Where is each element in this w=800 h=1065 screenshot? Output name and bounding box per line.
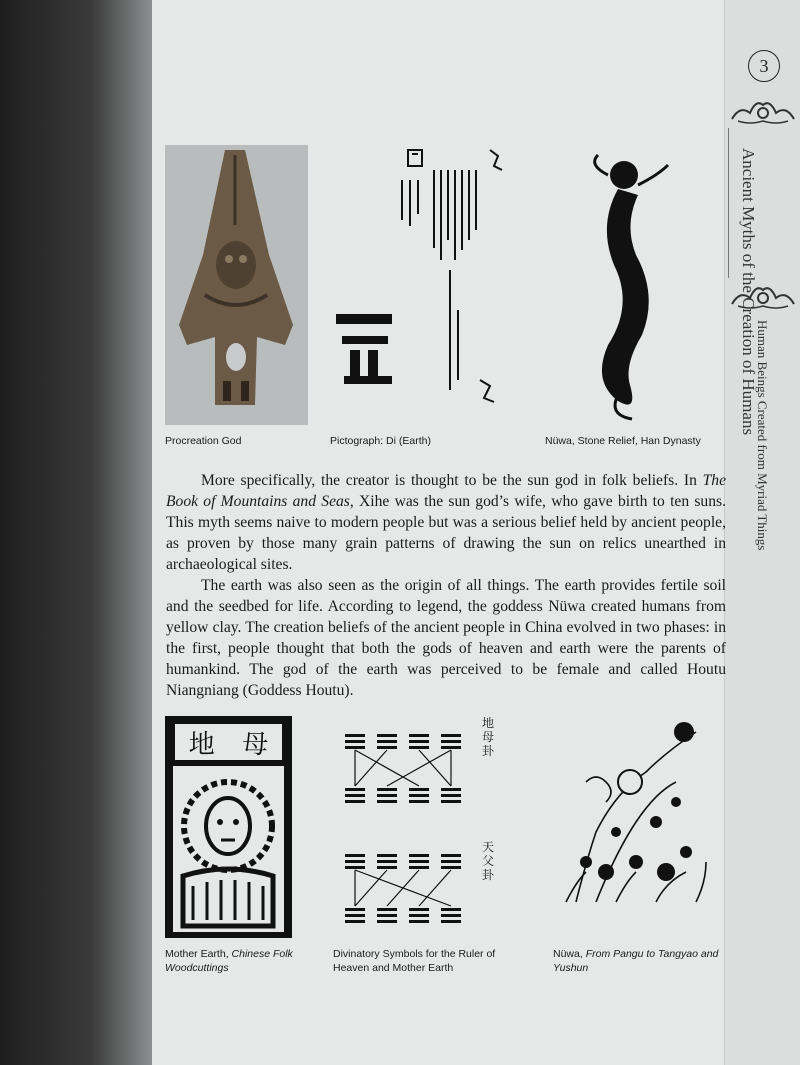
procreation-god-photo xyxy=(165,145,308,425)
book-gutter xyxy=(0,0,152,1065)
caption-nuwa-pangu xyxy=(553,947,733,975)
divinatory-symbols-diagram xyxy=(335,712,505,942)
woodcut-title-band xyxy=(175,724,282,760)
paragraph-1 xyxy=(166,470,726,575)
label-earth-mother-trigram: 地母卦 xyxy=(482,716,495,758)
label-heaven-father-trigram: 天父卦 xyxy=(482,840,495,882)
caption-mother-earth-italic: Chinese Folk Woodcuttings xyxy=(165,948,293,974)
sidebar-title: Ancient Myths of the Creation of Humans xyxy=(739,148,758,436)
woodcut-char-di: 地 xyxy=(188,729,215,760)
caption-pictograph-di: Pictograph: Di (Earth) xyxy=(330,435,431,447)
body-text xyxy=(166,470,726,701)
caption-nuwa-pangu-plain: Nüwa, xyxy=(553,948,586,960)
paragraph-2: The earth was also seen as the origin of all things. The earth provides fertile soil and the seedbed for life. According to legend, the goddess Nüwa created humans from yellow clay. The creation beliefs of the ancient people in China evolved in two phases: in the first, people thought that both the gods of heaven and earth were the parents of humankind. The god of the earth was perceived to be female and called Houtu Niangniang (Goddess Houtu). xyxy=(166,577,726,699)
caption-divinatory-symbols: Divinatory Symbols for the Ruler of Heaven and Mother Earth xyxy=(333,948,496,974)
sidebar-divider xyxy=(728,128,729,278)
woodcut-figure xyxy=(173,766,284,932)
page-number: 3 xyxy=(748,50,780,82)
nuwa-pangu-illustration xyxy=(556,712,716,912)
caption-mother-earth xyxy=(165,947,305,975)
book-title: The Book of Mountains and Seas xyxy=(166,472,726,510)
woodcut-char-mu: 母 xyxy=(242,729,269,760)
mother-earth-woodcut xyxy=(165,716,292,938)
caption-nuwa-pangu-italic: From Pangu to Tangyao and Yushun xyxy=(553,948,719,974)
caption-mother-earth-plain: Mother Earth, xyxy=(165,948,232,960)
pictograph-di-image xyxy=(330,140,530,430)
cloud-ornament-icon xyxy=(730,280,796,314)
paragraph-1-end: , Xihe was the sun god’s wife, who gave birth to ten suns. This myth seems naive to modern people but was a serious belief held by ancient people, as proven by those many grain patterns of drawing the sun on relics unearthed in archaeological sites. xyxy=(166,493,726,573)
caption-procreation-god: Procreation God xyxy=(165,435,242,447)
nuwa-stone-relief-image xyxy=(578,145,678,425)
paragraph-1-start: More specifically, the creator is thought to be the sun god in folk beliefs. In xyxy=(201,472,703,489)
caption-nuwa-relief: Nüwa, Stone Relief, Han Dynasty xyxy=(545,435,701,447)
sidebar-subtitle: Human Beings Created from Myriad Things xyxy=(755,320,770,551)
cloud-ornament-icon xyxy=(730,95,796,129)
